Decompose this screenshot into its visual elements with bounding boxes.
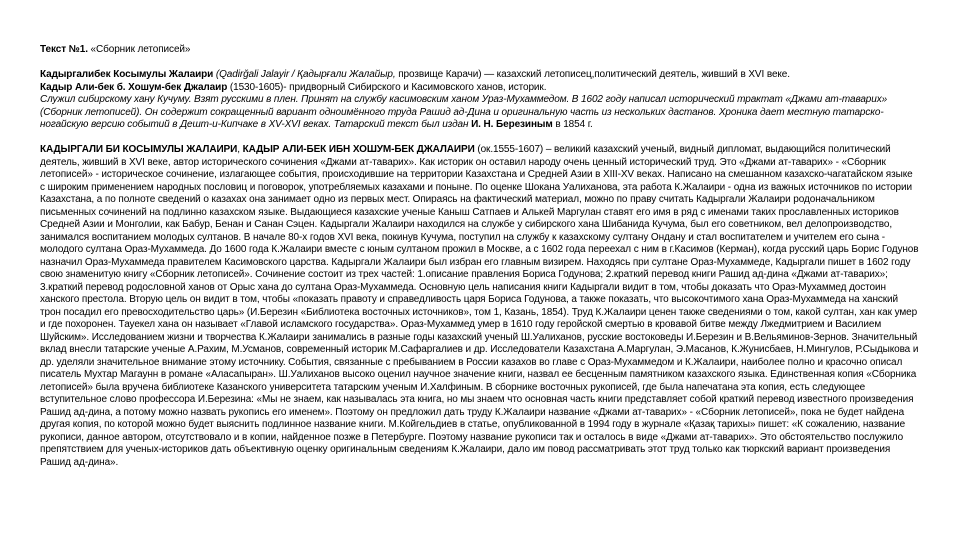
intro-paragraph-text: Служил сибирскому хану Кучуму. Взят русскими в плен. Принят на службу касимовским ханом Ураз-Мухаммедом. В 1602 году написал исторический трактат «Джами ат-таварих» (Сборник летописей). Он содержит сокращенный вариант одноимённого труда Рашид ад-Дина и оригинальную часть из нескольких дастанов. Хроника дает местную татарско-ногайскую версию событий в Дешт-и-Кипчаке в XV-XVI веках. Татарский текст был издан <box>40 94 888 130</box>
author-name-2: Кадыр Али-бек б. Хошум-бек Джалаир <box>40 81 228 93</box>
intro-paragraph <box>40 94 920 132</box>
main-body-text: (ок.1555-1607) – великий казахский ученый, видный дипломат, выдающийся политический деятель, живший в XVI веке, автор исторического сочинения «Джами ат-таварих». Как историк он оставил народу очень ценный исторический труд. Это «Джами ат-таварих» - «Сборник летописей» - историческое сочинение, излагающее события, происходившие на территории Казахстана и Средней Азии в XIII-XV веках. Написано на смешанном казахско-чагатайском языке с широким применением народных пословиц и поговорок, употребляемых казахами и поныне. По оценке Шокана Уалиханова, эта работа К.Жалаири - одна из важных источников по истории Казахстана, а по полноте сведений о казахах она занимает одно из первых мест. Опираясь на фактический материал, можно по праву считать Кадыргали Жалаири родоначальником письменных сочинений на подлинно казахском языке. Выдающиеся казахские ученые Каныш Сатпаев и Алькей Маргулан ставят его имя в ряд с именами таких прославленных историков Средней Азии и Монголии, как Бабур, Бенан и Санан Сэцен. Кадыргали Жалаири находился на службе у сибирского хана Шибанида Кучума, был его советником, вел делопроизводство, занимался воспитанием молодых султанов. В начале 80-х годов XVI века, покинув Кучума, поступил на службу к казахскому султану Ондану и стал воспитателем и учителем его сына - молодого султана Ораз-Мухаммеда. До 1600 года К.Жалаири вместе с юным султаном прожил в Москве, а с 1602 года переехал с ним в г.Касимов (Керман), когда русский царь Борис Годунов назначил Ораз-Мухаммеда правителем Касимовского царства. Кадыргали Жалаири был избран его главным визирем. Находясь при султане Ораз-Мухаммеде, Кадыргали пишет в 1602 году свою знаменитую книгу «Сборник летописей». Сочинение состоит из трех частей: 1.описание правления Бориса Годунова; 2.краткий перевод книги Рашид ад-дина «Джами ат-таварих»; 3.краткий перевод родословной ханов от Орыс хана до султана Ораз-Мухаммеда. Основную цель написания книги Кадыргали видит в том, чтобы доказать что Ораз-Мухаммед достоин ханского престола. Вторую цель он видит в том, чтобы «показать правоту и справедливость царя Бориса Годунова, а также показать, что высокочтимого хана Ораз-Мухаммеда на ханский трон посадил его превосходительство царь» (И.Березин «Библиотека восточных источников», том 1, Казань, 1854). Труд К.Жалаири ценен также сведениями о том, какой султан, хан как умер и где похоронен. Тауекел хана он называет «Главой исламского государства». Ораз-Мухаммед умер в 1610 году геройской смертью в кровавой битве между Лжедмитрием и Василием Шуйским». Исследованием жизни и творчества К.Жалаири занимались в разные годы казахский ученый Ш.Уалиханов, русские востоковеды И.Березин и В.Вельяминов-Зернов. Значительный вклад внесли татарские ученые А.Рахим, М.Усманов, современный историк М.Сафаргалиев и др. Исследователи Казахстана А.Маргулан, Э.Масанов, К.Жунисбаев, Н.Мингулов, Р.Сыдыкова и др. уделяли значительное внимание этому источнику. События, связанные с пребыванием в России казахов во главе с Ораз-Мухаммедом и К.Жалаири, наиболее полно и красочно описал писатель Мухтар Магаунн в романе «Аласапыран». Ш.Уалиханов высоко оценил научное значение книги, назвал ее бесценным памятником казахского языка. Единственная копия «Сборника летописей» была вручена библиотеке Казанского университета татарским ученым И.Халфиным. В сборнике восточных рукописей, где была напечатана эта копия, есть следующее вступительное слово профессора И.Березина: «Мы не знаем, как называлась эта книга, но мы знаем что основная часть книги представляет собой краткий перевод известного произведения Рашид ад-дина, а потому можно назвать рукопись его именем». Поэтому он предложил дать труду К.Жалаири название «Джами ат-таварих» - «Сборник летописей», пока не будет найдена другая копия, по которой можно будет выяснить подлинное название книги. М.Койгельдиев в статье, опубликованной в 1994 году в журнале «Қазақ тарихы» пишет: «К сожалению, название рукописи, данное автором, отсутствовало и в копии, найденное позже в Петербурге. Поэтому название рукописи так и осталось в виде «Джами ат-таварих». Это обстоятельство послужило препятствием для ученых-историков дать объективную оценку оригинальным сведениям К.Жалаири, дало им повод рассматривать этот труд только как тюркский вариант произведения Рашид ад-дина». <box>40 144 919 468</box>
main-paragraph <box>40 144 920 469</box>
intro-line-2 <box>40 82 920 95</box>
main-lead-name-1: КАДЫРГАЛИ БИ КОСЫМУЛЫ ЖАЛАИРИ <box>40 144 238 155</box>
document-page <box>40 44 920 469</box>
main-lead-separator: , <box>237 144 243 155</box>
author-description-2: (1530-1605)- придворный Сибирского и Касимовского ханов, историк. <box>227 81 547 93</box>
author-transliteration: (Qadirğali Jalayir / Қадырғали Жалайыр, <box>213 69 396 80</box>
text-number: Текст №1. <box>40 44 88 55</box>
intro-paragraph-end: в 1854 г. <box>552 119 593 130</box>
intro-line-1 <box>40 69 920 82</box>
main-lead-name-2: КАДЫР АЛИ-БЕК ИБН ХОШУМ-БЕК ДЖАЛАИРИ <box>242 144 475 155</box>
intro-editor-name: И. Н. Березиным <box>471 119 553 130</box>
text-title: «Сборник летописей» <box>87 44 191 55</box>
author-name-1: Кадыргалибек Косымулы Жалаири <box>40 69 214 80</box>
author-description-1: прозвище Карачи) — казахский летописец,политический деятель, живший в XVI веке. <box>395 69 790 80</box>
document-heading <box>40 44 920 57</box>
